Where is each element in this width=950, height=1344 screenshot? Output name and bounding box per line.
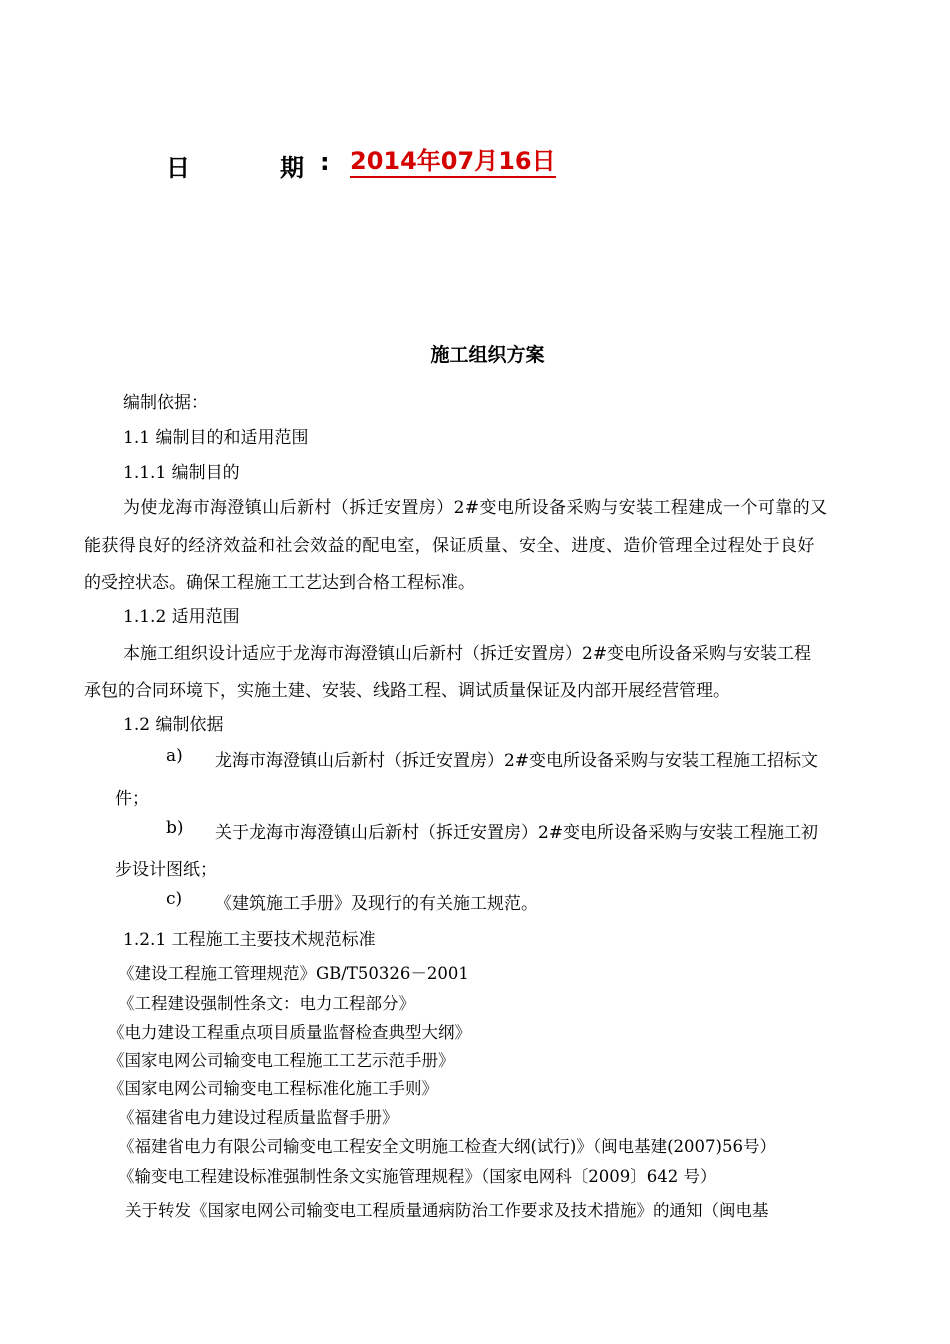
list-item-a-line-2: 件； xyxy=(115,789,149,809)
standard-item: 《福建省电力有限公司输变电工程安全文明施工检查大纲(试行)》（闽电基建(2007)56号） xyxy=(118,1137,776,1156)
purpose-paragraph-line-1: 为使龙海市海澄镇山后新村（拆迁安置房）2#变电所设备采购与安装工程建成一个可靠的又 xyxy=(123,498,828,518)
date-value: 2014年07月16日 xyxy=(350,146,556,178)
list-item-a-marker: a) xyxy=(166,746,183,766)
list-item-a-line-1: 龙海市海澄镇山后新村（拆迁安置房）2#变电所设备采购与安装工程施工招标文 xyxy=(215,751,819,771)
section-1-1-2-heading: 1.1.2 适用范围 xyxy=(123,607,240,627)
list-item-c-marker: c) xyxy=(166,889,183,909)
standard-item: 《国家电网公司输变电工程施工工艺示范手册》 xyxy=(108,1051,455,1070)
date-colon: : xyxy=(320,148,330,176)
scope-paragraph-line-1: 本施工组织设计适应于龙海市海澄镇山后新村（拆迁安置房）2#变电所设备采购与安装工程 xyxy=(123,644,812,664)
section-1-2-1-heading: 1.2.1 工程施工主要技术规范标准 xyxy=(123,930,376,950)
standard-item: 《建设工程施工管理规范》GB/T50326－2001 xyxy=(118,964,469,983)
standard-item: 《国家电网公司输变电工程标准化施工手则》 xyxy=(108,1079,438,1098)
date-label-char-2: 期 xyxy=(280,154,304,182)
standard-item: 《工程建设强制性条文：电力工程部分》 xyxy=(118,994,415,1013)
list-item-b-line-2: 步设计图纸； xyxy=(115,860,217,880)
standard-item: 《福建省电力建设过程质量监督手册》 xyxy=(118,1108,399,1127)
list-item-c-line-1: 《建筑施工手册》及现行的有关施工规范。 xyxy=(215,894,538,914)
purpose-paragraph-line-2: 能获得良好的经济效益和社会效益的配电室，保证质量、安全、进度、造价管理全过程处于良好 xyxy=(84,536,815,556)
date-label-char-1: 日 xyxy=(166,154,190,182)
purpose-paragraph-line-3: 的受控状态。确保工程施工工艺达到合格工程标准。 xyxy=(84,573,475,593)
section-1-2-heading: 1.2 编制依据 xyxy=(123,715,224,735)
standard-item: 关于转发《国家电网公司输变电工程质量通病防治工作要求及技术措施》的通知（闽电基 xyxy=(125,1201,769,1220)
standard-item: 《电力建设工程重点项目质量监督检查典型大纲》 xyxy=(108,1023,471,1042)
document-title: 施工组织方案 xyxy=(430,344,545,366)
basis-heading: 编制依据： xyxy=(123,393,208,413)
list-item-b-line-1: 关于龙海市海澄镇山后新村（拆迁安置房）2#变电所设备采购与安装工程施工初 xyxy=(215,823,819,843)
list-item-b-marker: b) xyxy=(166,818,184,838)
section-1-1-1-heading: 1.1.1 编制目的 xyxy=(123,463,240,483)
scope-paragraph-line-2: 承包的合同环境下，实施土建、安装、线路工程、调试质量保证及内部开展经营管理。 xyxy=(84,681,730,701)
standard-item: 《输变电工程建设标准强制性条文实施管理规程》（国家电网科〔2009〕642 号） xyxy=(118,1167,717,1186)
section-1-1-heading: 1.1 编制目的和适用范围 xyxy=(123,428,309,448)
